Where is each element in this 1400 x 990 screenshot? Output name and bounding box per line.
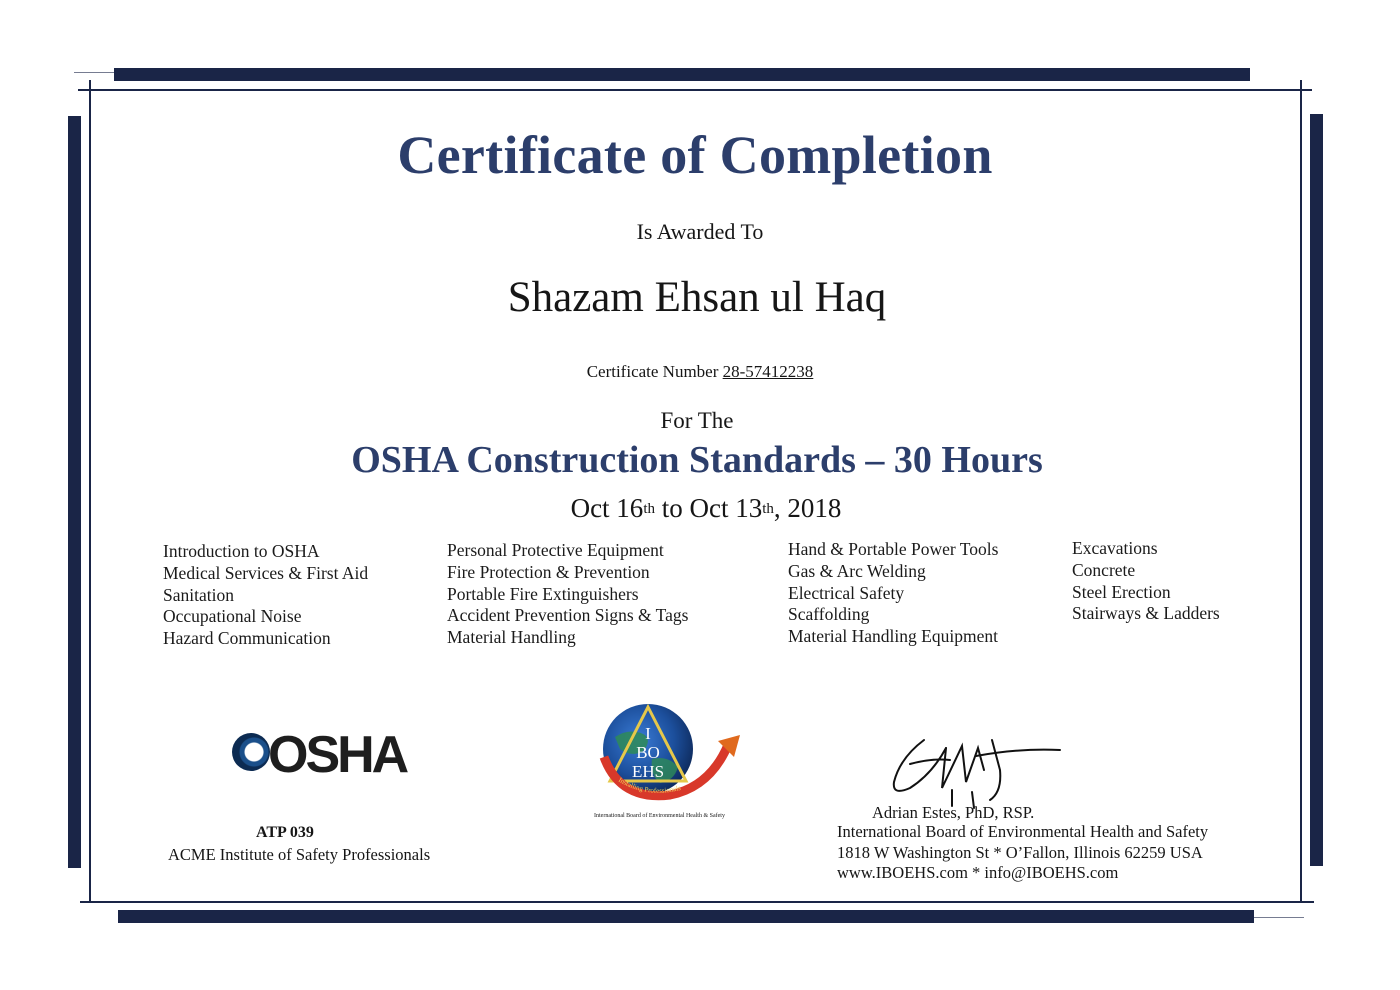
topic-item: Medical Services & First Aid bbox=[163, 562, 369, 583]
frame-bottom-bar bbox=[118, 910, 1254, 923]
topic-item: Sanitation bbox=[163, 584, 234, 605]
frame-inner-right bbox=[1300, 80, 1302, 902]
osha-logo-text: OSHA bbox=[268, 726, 407, 784]
topic-item: Stairways & Ladders bbox=[1072, 603, 1220, 624]
iboehs-logo bbox=[590, 697, 750, 809]
course-title: OSHA Construction Standards – 30 Hours bbox=[351, 439, 1043, 481]
topic-item: Portable Fire Extinguishers bbox=[447, 583, 639, 604]
for-label: For The bbox=[660, 408, 734, 433]
signature-mark bbox=[880, 718, 1080, 810]
date-start: Oct 16 bbox=[570, 493, 644, 523]
date-year: , 2018 bbox=[773, 493, 842, 523]
topic-item: Electrical Safety bbox=[788, 582, 905, 603]
topic-item: Material Handling bbox=[447, 627, 576, 648]
logo-letters-ehs: EHS bbox=[631, 762, 665, 781]
date-end-suffix: th bbox=[762, 501, 774, 517]
osha-logo bbox=[230, 723, 407, 784]
topic-item: Hazard Communication bbox=[163, 628, 331, 649]
logo-letters-bo: BO bbox=[636, 743, 660, 762]
topics-column-2 bbox=[447, 540, 688, 649]
signatory-address: 1818 W Washington St * O’Fallon, Illinois 62259 USA bbox=[837, 843, 1203, 862]
topic-item: Accident Prevention Signs & Tags bbox=[447, 605, 689, 626]
signatory-name: Adrian Estes, PhD, RSP. bbox=[872, 803, 1035, 822]
date-middle: to Oct 13 bbox=[654, 493, 763, 523]
topic-item: Fire Protection & Prevention bbox=[447, 561, 650, 582]
topic-item: Material Handling Equipment bbox=[788, 626, 998, 647]
logo-letter-i: I bbox=[645, 724, 651, 743]
certificate-title: Certificate of Completion bbox=[397, 125, 993, 185]
frame-inner-left bbox=[89, 80, 91, 902]
certificate-number-label: Certificate Number bbox=[586, 362, 719, 381]
topics-column-4 bbox=[1072, 538, 1220, 625]
signatory-contact: www.IBOEHS.com * info@IBOEHS.com bbox=[837, 863, 1119, 882]
recipient-name: Shazam Ehsan ul Haq bbox=[507, 274, 887, 321]
iboehs-globe-icon bbox=[590, 697, 750, 809]
topic-item: Gas & Arc Welding bbox=[788, 560, 926, 581]
topic-item: Steel Erection bbox=[1072, 581, 1171, 602]
certificate-number-line bbox=[0, 362, 1400, 382]
awarded-to-label: Is Awarded To bbox=[636, 219, 764, 244]
topic-item: Personal Protective Equipment bbox=[447, 540, 664, 560]
date-start-suffix: th bbox=[643, 501, 655, 517]
osha-ring-icon bbox=[232, 733, 270, 771]
frame-top-bar bbox=[114, 68, 1250, 81]
atp-number: ATP 039 bbox=[256, 824, 314, 841]
signatory-organization: International Board of Environmental Health and Safety bbox=[837, 822, 1209, 841]
topics-column-3 bbox=[788, 539, 998, 648]
iboehs-caption: International Board of Environmental Health & Safety bbox=[594, 813, 725, 819]
topic-item: Introduction to OSHA bbox=[163, 541, 320, 561]
topic-item: Concrete bbox=[1072, 559, 1136, 580]
topic-item: Excavations bbox=[1072, 538, 1158, 558]
frame-inner-bottom bbox=[80, 901, 1314, 903]
frame-outer-bottom bbox=[1254, 917, 1304, 918]
topic-item: Hand & Portable Power Tools bbox=[788, 539, 999, 559]
frame-inner-top bbox=[78, 89, 1312, 91]
topic-item: Scaffolding bbox=[788, 604, 870, 625]
institute-name: ACME Institute of Safety Professionals bbox=[168, 845, 431, 864]
logo-banner-text: Installing Professionals bbox=[616, 775, 682, 795]
frame-outer-top bbox=[74, 72, 114, 73]
course-dates bbox=[6, 493, 1400, 524]
certificate-number: 28-57412238 bbox=[722, 362, 814, 381]
topic-item: Occupational Noise bbox=[163, 606, 302, 627]
topics-column-1 bbox=[163, 541, 368, 650]
